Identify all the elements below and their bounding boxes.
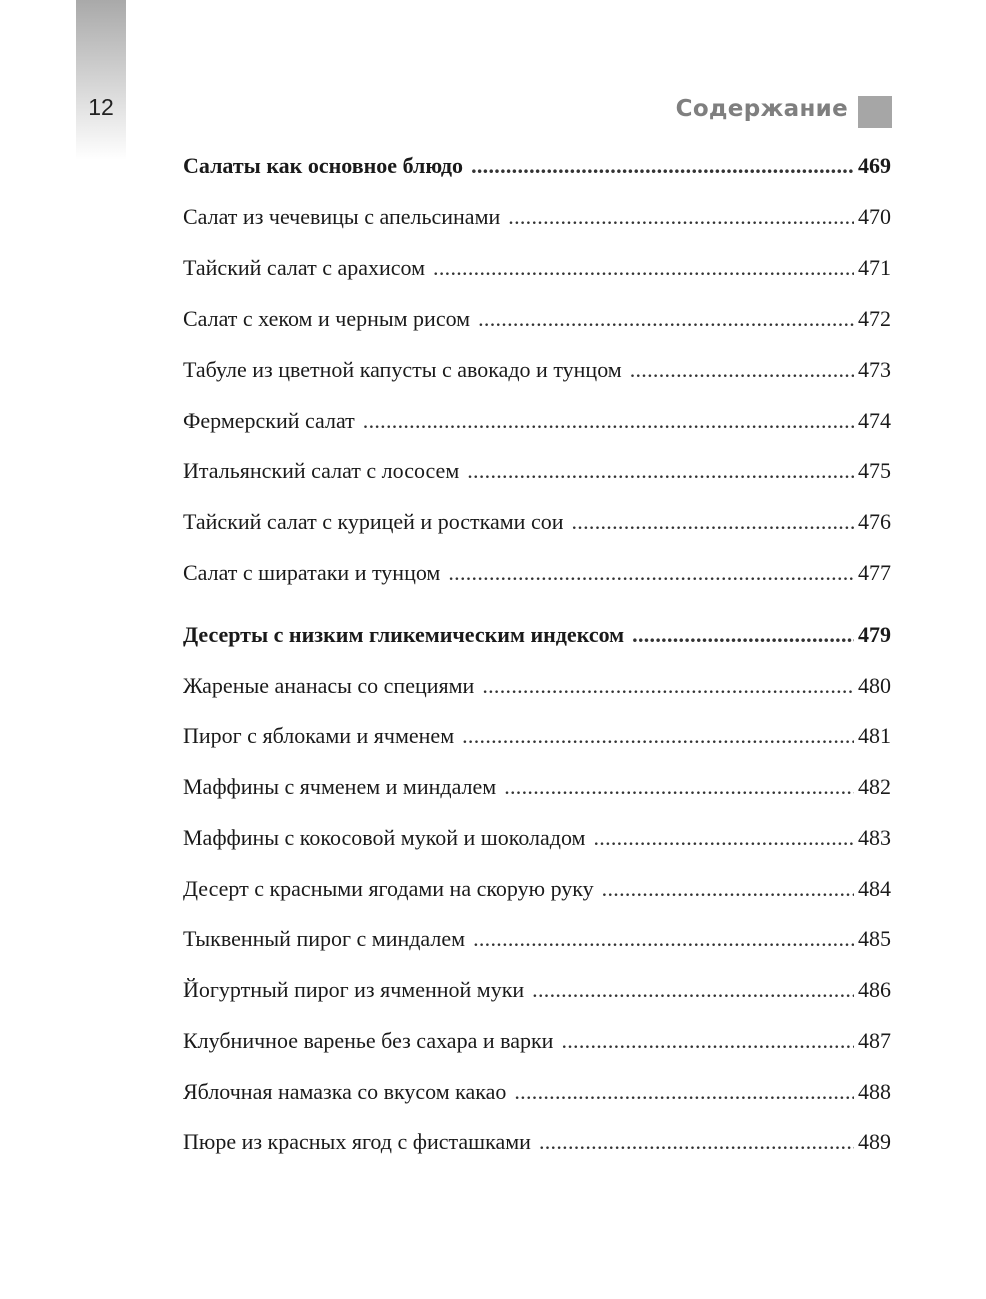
toc-entry-page: 469 bbox=[858, 153, 891, 178]
toc-row[interactable] bbox=[183, 301, 891, 337]
dot-leader bbox=[471, 148, 854, 184]
toc-entry-title: Фермерский салат bbox=[183, 408, 355, 433]
toc-entry-page: 489 bbox=[858, 1129, 891, 1154]
section-title: Содержание bbox=[675, 96, 848, 122]
toc-entry-page: 479 bbox=[858, 622, 891, 647]
toc-row[interactable] bbox=[183, 921, 891, 957]
toc-entry-page: 470 bbox=[858, 204, 891, 229]
toc-entry-title: Итальянский салат с лососем bbox=[183, 458, 460, 483]
toc-entry-title: Тайский салат с арахисом bbox=[183, 255, 426, 280]
dot-leader bbox=[473, 921, 854, 957]
dot-leader bbox=[602, 871, 854, 907]
toc-row[interactable] bbox=[183, 1023, 891, 1059]
dot-leader bbox=[532, 972, 854, 1008]
dot-leader bbox=[593, 820, 854, 856]
toc-entry-title: Десерт с красными ягодами на скорую руку bbox=[183, 876, 594, 901]
toc-row[interactable] bbox=[183, 352, 891, 388]
toc-entry-title: Десерты с низким гликемическим индексом bbox=[183, 622, 625, 647]
toc-entry-title: Яблочная намазка со вкусом какао bbox=[183, 1079, 507, 1104]
toc-entry-page: 481 bbox=[858, 723, 891, 748]
toc-section-row[interactable] bbox=[183, 148, 891, 184]
dot-leader bbox=[561, 1023, 854, 1059]
toc-entry-title: Жареные ананасы со специями bbox=[183, 673, 475, 698]
toc-entry-page: 474 bbox=[858, 408, 891, 433]
toc-entry-title: Маффины с кокосовой мукой и шоколадом bbox=[183, 825, 586, 850]
toc-row[interactable] bbox=[183, 871, 891, 907]
toc-row[interactable] bbox=[183, 199, 891, 235]
toc-entry-page: 473 bbox=[858, 357, 891, 382]
toc-entry-page: 486 bbox=[858, 977, 891, 1002]
toc-entry-title: Пирог с яблоками и ячменем bbox=[183, 723, 455, 748]
dot-leader bbox=[482, 668, 854, 704]
dot-leader bbox=[514, 1074, 854, 1110]
toc-row[interactable] bbox=[183, 972, 891, 1008]
toc-entry-title: Тайский салат с курицей и ростками сои bbox=[183, 509, 564, 534]
toc-entry-page: 484 bbox=[858, 876, 891, 901]
toc-row[interactable] bbox=[183, 1124, 891, 1160]
toc-entry-page: 472 bbox=[858, 306, 891, 331]
dot-leader bbox=[467, 453, 854, 489]
dot-leader bbox=[630, 352, 854, 388]
toc-entry-title: Табуле из цветной капусты с авокадо и тунцом bbox=[183, 357, 622, 382]
toc-entry-title: Салат с ширатаки и тунцом bbox=[183, 560, 441, 585]
dot-leader bbox=[508, 199, 854, 235]
toc-row[interactable] bbox=[183, 820, 891, 856]
toc-row[interactable] bbox=[183, 250, 891, 286]
toc-entry-page: 475 bbox=[858, 458, 891, 483]
toc-entry-page: 483 bbox=[858, 825, 891, 850]
toc-entry-page: 476 bbox=[858, 509, 891, 534]
section-marker bbox=[858, 96, 892, 128]
toc-row[interactable] bbox=[183, 504, 891, 540]
toc-entry-page: 471 bbox=[858, 255, 891, 280]
dot-leader bbox=[632, 617, 854, 653]
toc-entry-title: Салат из чечевицы с апельсинами bbox=[183, 204, 501, 229]
toc-entry-title: Клубничное варенье без сахара и варки bbox=[183, 1028, 554, 1053]
toc-entry-title: Салат с хеком и черным рисом bbox=[183, 306, 471, 331]
dot-leader bbox=[363, 403, 854, 439]
toc-row[interactable] bbox=[183, 555, 891, 591]
toc-section-row[interactable] bbox=[183, 617, 891, 653]
toc-entry-page: 485 bbox=[858, 926, 891, 951]
dot-leader bbox=[572, 504, 855, 540]
toc-row[interactable] bbox=[183, 769, 891, 805]
toc-entry-page: 477 bbox=[858, 560, 891, 585]
toc-row[interactable] bbox=[183, 1074, 891, 1110]
page-number: 12 bbox=[88, 94, 114, 120]
toc-entry-title: Салаты как основное блюдо bbox=[183, 153, 464, 178]
dot-leader bbox=[448, 555, 854, 591]
toc-entry-title: Йогуртный пирог из ячменной муки bbox=[183, 977, 525, 1002]
toc-row[interactable] bbox=[183, 403, 891, 439]
dot-leader bbox=[478, 301, 854, 337]
page-tab bbox=[76, 0, 126, 160]
toc-entry-page: 482 bbox=[858, 774, 891, 799]
toc-entry-title: Пюре из красных ягод с фисташками bbox=[183, 1129, 531, 1154]
toc-row[interactable] bbox=[183, 718, 891, 754]
toc-entry-page: 488 bbox=[858, 1079, 891, 1104]
toc-entry-title: Тыквенный пирог с миндалем bbox=[183, 926, 466, 951]
toc-entry-page: 487 bbox=[858, 1028, 891, 1053]
dot-leader bbox=[504, 769, 854, 805]
toc-row[interactable] bbox=[183, 668, 891, 704]
toc-entry-title: Маффины с ячменем и миндалем bbox=[183, 774, 497, 799]
toc-row[interactable] bbox=[183, 453, 891, 489]
dot-leader bbox=[462, 718, 854, 754]
dot-leader bbox=[539, 1124, 854, 1160]
dot-leader bbox=[433, 250, 854, 286]
toc-entry-page: 480 bbox=[858, 673, 891, 698]
